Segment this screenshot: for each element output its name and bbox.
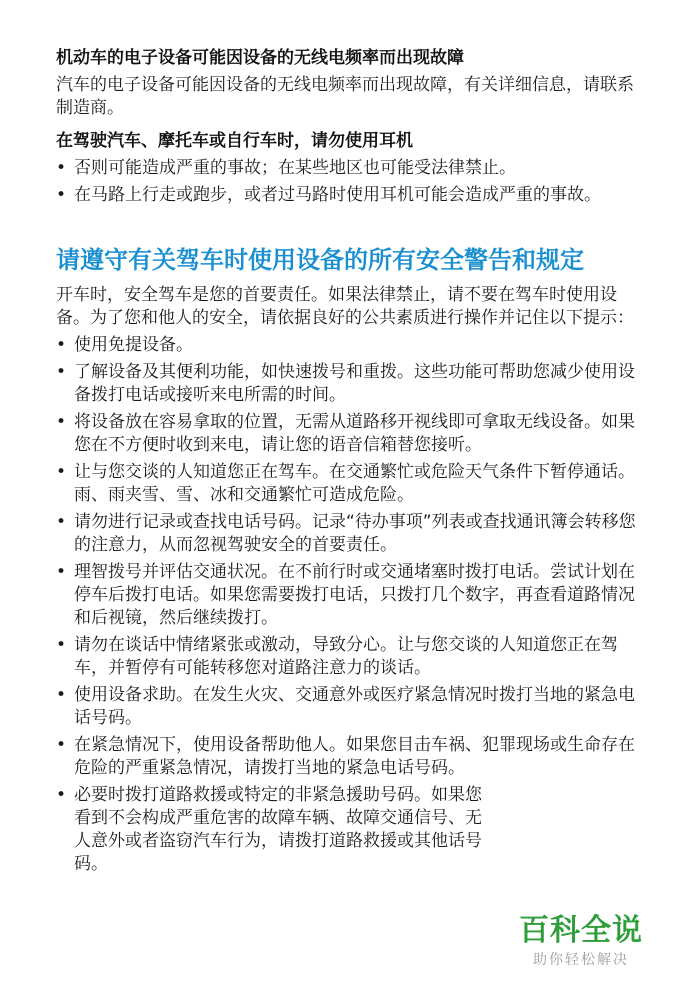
list-item-text: 使用免提设备。 <box>74 335 193 355</box>
section-spacer <box>56 216 646 244</box>
bullet-marker: • <box>56 735 67 755</box>
watermark-logo <box>516 912 646 970</box>
list-item-text: 使用设备求助。在发生火灾、交通意外或医疗紧急情况时拨打当地的紧急电话号码。 <box>74 685 635 728</box>
section-driving-safety <box>56 244 646 876</box>
intro-paragraph: 开车时，安全驾车是您的首要责任。如果法律禁止，请不要在驾车时使用设备。为了您和他人的安全，请依据良好的公共素质进行操作并记住以下提示： <box>56 285 634 328</box>
list-item <box>56 634 646 680</box>
bullet-list <box>56 157 646 207</box>
list-item-text: 让与您交谈的人知道您正在驾车。在交通繁忙或危险天气条件下暂停通话。雨、雨夹雪、雪、冰和交通繁忙可造成危险。 <box>74 462 635 505</box>
list-item <box>56 684 646 730</box>
list-item-text: 否则可能造成严重的事故；在某些地区也可能受法律禁止。 <box>74 158 516 178</box>
list-item-text: 将设备放在容易拿取的位置，无需从道路移开视线即可拿取无线设备。如果您在不方便时收到来电，请让您的语音信箱替您接听。 <box>74 412 635 455</box>
list-item-text: 了解设备及其便利功能，如快速拨号和重拨。这些功能可帮助您减少使用设备拨打电话或接听来电所需的时间。 <box>74 362 635 405</box>
list-item-text: 理智拨号并评估交通状况。在不前行时或交通堵塞时拨打电话。尝试计划在停车后拨打电话。如果您需要拨打电话，只拨打几个数字，再查看道路情况和后视镜，然后继续拨打。 <box>74 562 635 628</box>
section-paragraph: 汽车的电子设备可能因设备的无线电频率而出现故障，有关详细信息，请联系制造商。 <box>56 75 634 118</box>
main-heading: 请遵守有关驾车时使用设备的所有安全警告和规定 <box>56 246 584 274</box>
list-item-text: 在马路上行走或跑步，或者过马路时使用耳机可能会造成严重的事故。 <box>74 185 601 205</box>
bullet-marker: • <box>56 635 67 655</box>
bullet-marker: • <box>56 785 67 805</box>
watermark-title: 百科全说 <box>519 913 643 948</box>
bullet-marker: • <box>56 158 67 178</box>
bullet-marker: • <box>56 562 67 582</box>
list-item <box>56 561 646 630</box>
section-radio-interference <box>56 46 646 120</box>
list-item <box>56 334 646 357</box>
watermark-subtitle: 助你轻松解决 <box>533 952 629 968</box>
bullet-marker: • <box>56 185 67 205</box>
list-item-text: 请勿进行记录或查找电话号码。记录“待办事项”列表或查找通讯簿会转移您的注意力，从而忽视驾驶安全的首要责任。 <box>74 512 636 555</box>
list-item <box>56 157 646 180</box>
bullet-marker: • <box>56 685 67 705</box>
list-item <box>56 411 646 457</box>
list-item <box>56 461 646 507</box>
document-page <box>56 46 646 885</box>
list-item-text: 请勿在谈话中情绪紧张或激动，导致分心。让与您交谈的人知道您正在驾车，并暂停有可能转移您对道路注意力的谈话。 <box>74 635 618 678</box>
bullet-marker: • <box>56 512 67 532</box>
section-headphones <box>56 129 646 207</box>
list-item <box>56 734 646 780</box>
bullet-marker: • <box>56 412 67 432</box>
bullet-marker: • <box>56 362 67 382</box>
list-item-text: 必要时拨打道路救援或特定的非紧急援助号码。如果您看到不会构成严重危害的故障车辆、故障交通信号、无人意外或者盗窃汽车行为，请拨打道路救援或其他话号码。 <box>74 785 482 874</box>
bullet-marker: • <box>56 462 67 482</box>
list-item-text: 在紧急情况下，使用设备帮助他人。如果您目击车祸、犯罪现场或生命存在危险的严重紧急情况，请拨打当地的紧急电话号码。 <box>74 735 635 778</box>
list-item <box>56 361 646 407</box>
list-item <box>56 184 646 207</box>
list-item <box>56 511 646 557</box>
section-heading: 机动车的电子设备可能因设备的无线电频率而出现故障 <box>56 48 464 68</box>
bullet-list <box>56 334 646 876</box>
section-heading: 在驾驶汽车、摩托车或自行车时，请勿使用耳机 <box>56 131 413 151</box>
bullet-marker: • <box>56 335 67 355</box>
list-item <box>56 784 646 876</box>
